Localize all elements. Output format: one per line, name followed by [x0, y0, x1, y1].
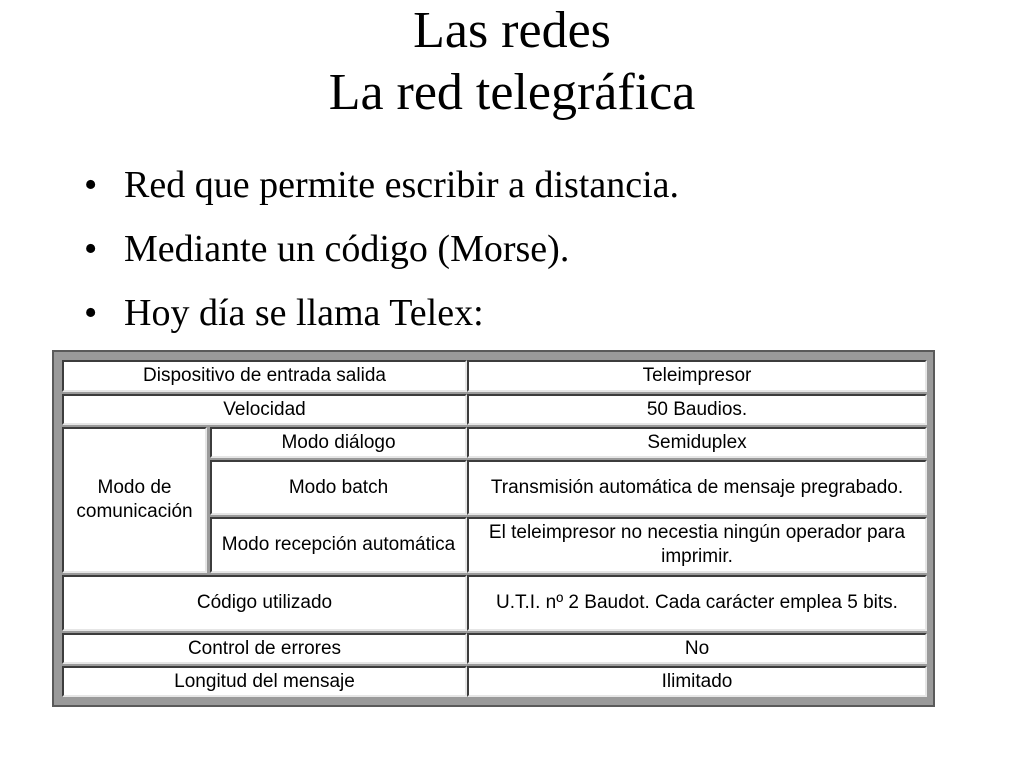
table-cell-errors-label: Control de errores: [62, 633, 467, 664]
table-cell-speed-label: Velocidad: [62, 394, 467, 425]
table-cell-device-label: Dispositivo de entrada salida: [62, 360, 467, 392]
table-cell-code-value: U.T.I. nº 2 Baudot. Cada carácter emplea 5 bits.: [467, 575, 927, 631]
bullet-list: [84, 153, 679, 345]
bullet-text: Mediante un código (Morse).: [124, 228, 570, 270]
table-cell-dialog-value: Semiduplex: [467, 427, 927, 458]
table-cell-code-label: Código utilizado: [62, 575, 467, 631]
table-cell-length-label: Longitud del mensaje: [62, 666, 467, 697]
bullet-item: [84, 153, 679, 217]
table-cell-dialog-label: Modo diálogo: [210, 427, 467, 458]
table-cell-device-value: Teleimpresor: [467, 360, 927, 392]
slide-title-line1: Las redes: [413, 2, 611, 59]
bullet-dot: •: [84, 292, 98, 334]
bullet-item: [84, 217, 679, 281]
table-cell-batch-value: Transmisión automática de mensaje pregrabado.: [467, 460, 927, 515]
table-cell-length-value: Ilimitado: [467, 666, 927, 697]
table-cell-speed-value: 50 Baudios.: [467, 394, 927, 425]
table-cell-mode-label: Modo de comunicación: [62, 427, 207, 573]
bullet-dot: •: [84, 164, 98, 206]
table-cell-batch-label: Modo batch: [210, 460, 467, 515]
table-cell-errors-value: No: [467, 633, 927, 664]
bullet-item: [84, 281, 679, 345]
bullet-text: Hoy día se llama Telex:: [124, 292, 484, 334]
slide-title-line2: La red telegráfica: [328, 64, 696, 121]
slide-title: [0, 0, 1024, 124]
bullet-dot: •: [84, 228, 98, 270]
bullet-text: Red que permite escribir a distancia.: [124, 164, 680, 206]
telex-table: [52, 350, 935, 707]
table-cell-auto-label: Modo recepción automática: [210, 517, 467, 573]
table-cell-auto-value: El teleimpresor no necestia ningún operador para imprimir.: [467, 517, 927, 573]
